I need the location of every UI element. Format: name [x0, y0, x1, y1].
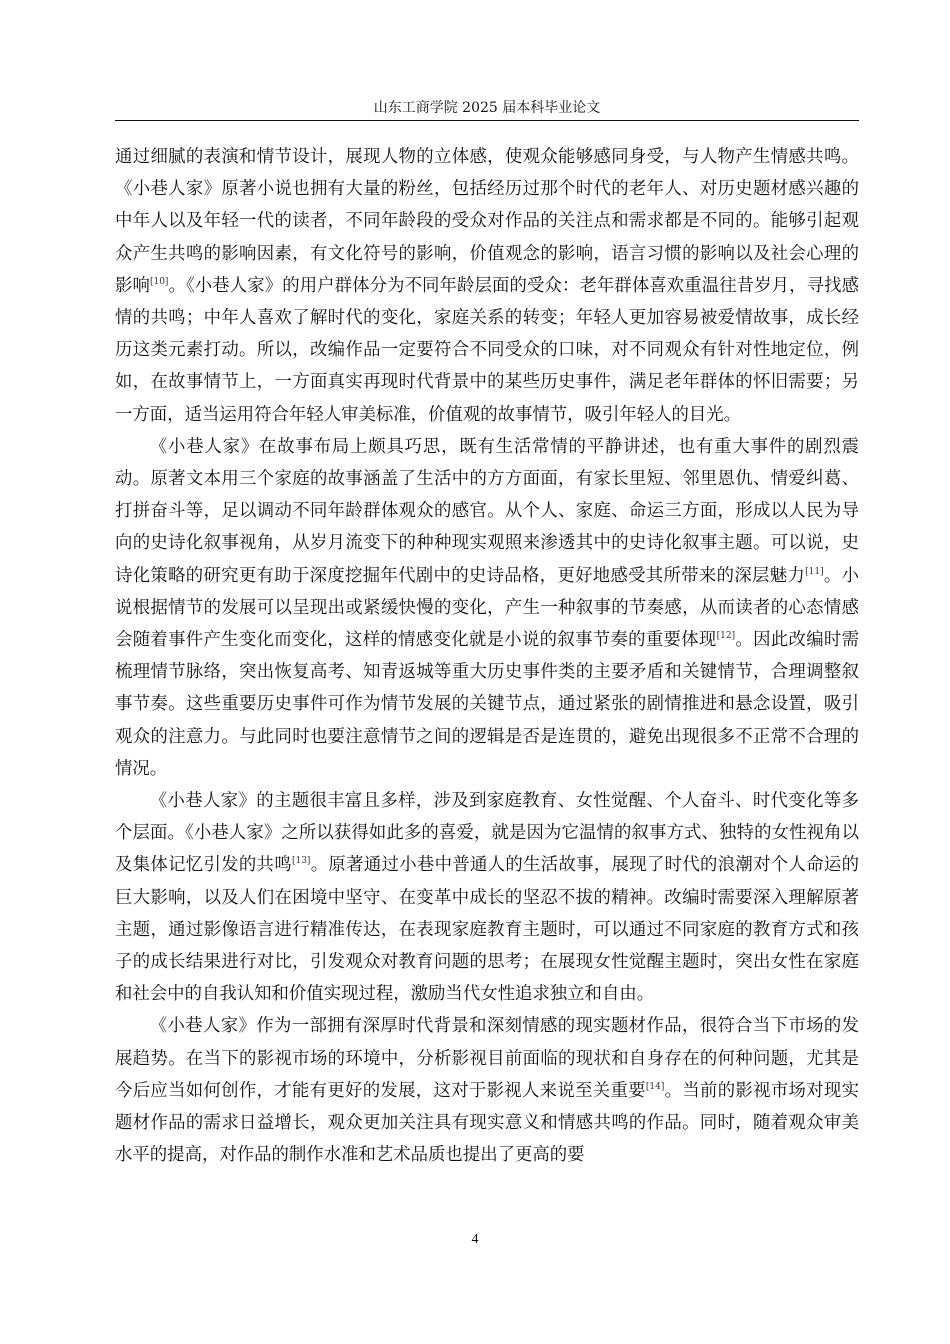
- page-number: 4: [471, 1232, 479, 1247]
- paragraph-3: [115, 785, 859, 1010]
- paragraph-1: [115, 141, 859, 431]
- paragraph-1-text-a: 通过细腻的表演和情节设计，展现人物的立体感，使观众能够感同身受，与人物产生情感共鸣。《小巷人家》原著小说也拥有大量的粉丝，包括经历过那个时代的老年人、对历史题材感兴趣的中年人以及年轻一代的读者，不同年龄段的受众对作品的关注点和需求都是不同的。能够引起观众产生共鸣的影响因素，有文化符号的影响，价值观念的影响，语言习惯的影响以及社会心理的影响: [115, 147, 859, 296]
- body-text: [115, 141, 859, 1172]
- paragraph-1-text-b: 。《小巷人家》的用户群体分为不同年龄层面的受众：老年群体喜欢重温往昔岁月，寻找感情的共鸣；中年人喜欢了解时代的变化，家庭关系的转变；年轻人更加容易被爱情故事，成长经历这类元素打动。所以，改编作品一定要符合不同受众的口味，对不同观众有针对性地定位，例如，在故事情节上，一方面真实再现时代背景中的某些历史事件，满足老年群体的怀旧需要；另一方面，适当运用符合年轻人审美标准，价值观的故事情节，吸引年轻人的目光。: [115, 275, 859, 425]
- paragraph-2-text-c: 。因此改编时需梳理情节脉络，突出恢复高考、知青返城等重大历史事件类的主要矛盾和关键情节，合理调整叙事节奏。这些重要历史事件可作为情节发展的关键节点，通过紧张的剧情推进和悬念设置，吸引观众的注意力。与此同时也要注意情节之间的逻辑是否是连贯的，避免出现很多不正常不合理的情况。: [115, 630, 859, 779]
- citation-12: [12]: [716, 631, 736, 642]
- citation-14: [14]: [645, 1082, 665, 1093]
- header-rule: [115, 120, 859, 121]
- paragraph-4: [115, 1010, 859, 1171]
- paragraph-4-text-b: 。当前的影视市场对现实题材作品的需求日益增长，观众更加关注具有现实意义和情感共鸣的作品。同时，随着观众审美水平的提高，对作品的制作水准和艺术品质也提出了更高的要: [115, 1080, 859, 1166]
- paragraph-4-text-a: 《小巷人家》作为一部拥有深厚时代背景和深刻情感的现实题材作品，很符合当下市场的发展趋势。在当下的影视市场的环境中，分析影视目前面临的现状和自身存在的何种问题，尤其是今后应当如何创作，才能有更好的发展，这对于影视人来说至关重要: [115, 1016, 859, 1101]
- citation-11: [11]: [805, 566, 824, 577]
- paragraph-3-text-b: 。原著通过小巷中普通人的生活故事，展现了时代的浪潮对个人命运的巨大影响，以及人们在困境中坚守、在变革中成长的坚忍不拔的精神。改编时需要深入理解原著主题，通过影像语言进行精准传达，在表现家庭教育主题时，可以通过不同家庭的教育方式和孩子的成长结果进行对比，引发观众对教育问题的思考；在展现女性觉醒主题时，突出女性在家庭和社会中的自我认知和价值实现过程，激励当代女性追求独立和自由。: [115, 855, 859, 1005]
- paragraph-2-text-b: 。小说根据情节的发展可以呈现出或紧缓快慢的变化，产生一种叙事的节奏感，从而读者的心态情感会随着事件产生变化而变化，这样的情感变化就是小说的叙事节奏的重要体现: [115, 565, 859, 651]
- citation-13: [13]: [291, 856, 311, 867]
- paragraph-2-text-a: 《小巷人家》在故事布局上颇具巧思，既有生活常情的平静讲述，也有重大事件的剧烈震动。原著文本用三个家庭的故事涵盖了生活中的方方面面，有家长里短、邻里恩仇、情爱纠葛、打拼奋斗等，足以调动不同年龄群体观众的感官。从个人、家庭、命运三方面，形成以人民为导向的史诗化叙事视角，从岁月流变下的种种现实观照来渗透其中的史诗化叙事主题。可以说，史诗化策略的研究更有助于深度挖掘年代剧中的史诗品格，更好地感受其所带来的深层魅力: [115, 436, 859, 586]
- paragraph-2: [115, 431, 859, 785]
- paragraph-3-text-a: 《小巷人家》的主题很丰富且多样，涉及到家庭教育、女性觉醒、个人奋斗、时代变化等多个层面。《小巷人家》之所以获得如此多的喜爱，就是因为它温情的叙事方式、独特的女性视角以及集体记忆引发的共鸣: [115, 791, 859, 876]
- citation-10: [10]: [149, 277, 169, 288]
- running-header: 山东工商学院 2025 届本科毕业论文: [373, 100, 601, 116]
